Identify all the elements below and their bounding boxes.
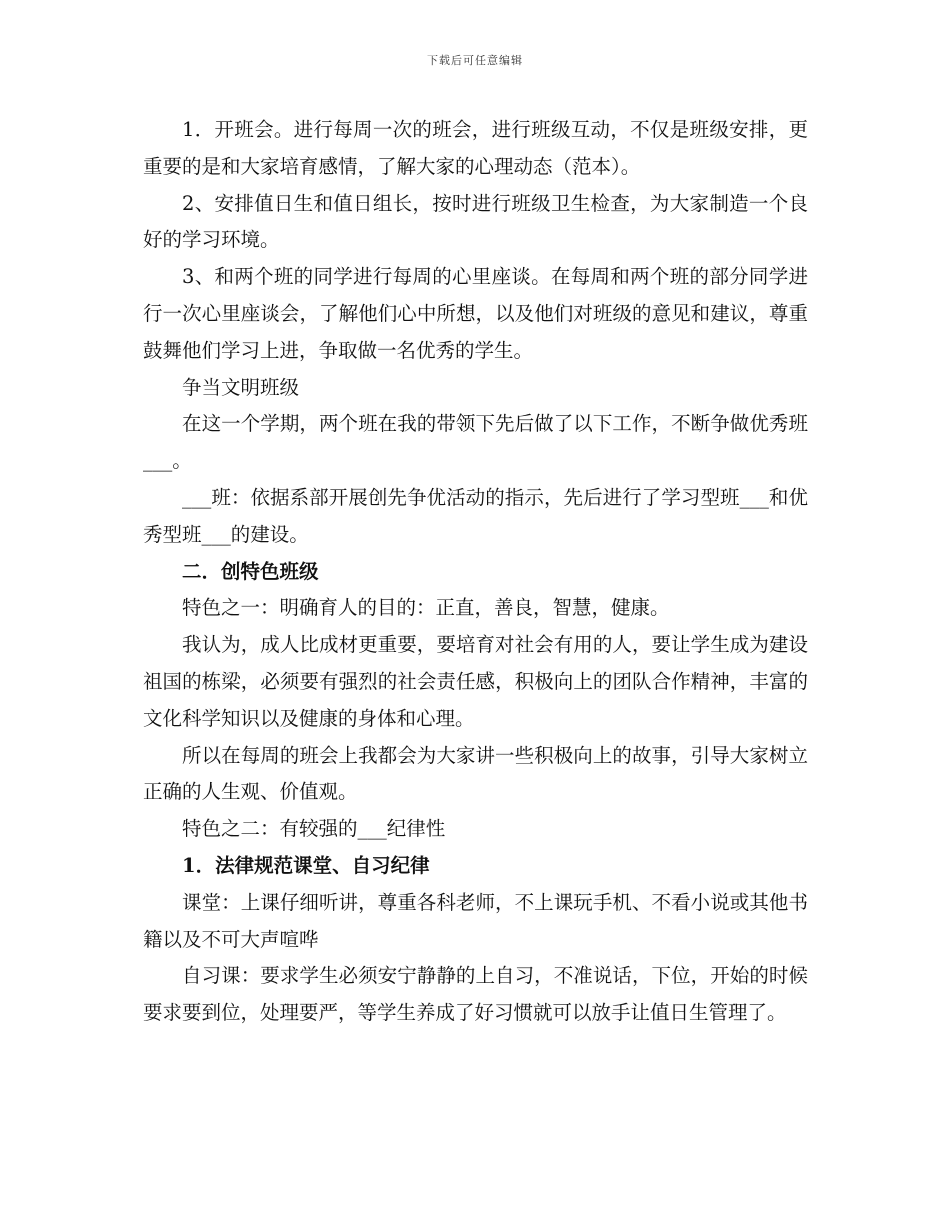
document-body bbox=[143, 112, 808, 1032]
subheading-discipline: 1．法律规范课堂、自习纪律 bbox=[182, 853, 430, 877]
paragraph-feature-one: 特色之一：明确育人的目的：正直，善良，智慧，健康。 bbox=[182, 596, 670, 620]
paragraph-classroom-rules: 课堂：上课仔细听讲，尊重各科老师，不上课玩手机、不看小说或其他书籍以及不可大声喧哗 bbox=[143, 890, 808, 951]
paragraph-class-stories: 所以在每周的班会上我都会为大家讲一些积极向上的故事，引导大家树立正确的人生观、价值观。 bbox=[143, 743, 808, 804]
paragraph-self-study-rules: 自习课：要求学生必须安宁静静的上自习，不准说话，下位，开始的时候要求要到位，处理要严，等学生养成了好习惯就可以放手让值日生管理了。 bbox=[143, 964, 808, 1025]
paragraph-heart-talk: 3、和两个班的同学进行每周的心里座谈。在每周和两个班的部分同学进行一次心里座谈会，了解他们心中所想，以及他们对班级的意见和建议，尊重鼓舞他们学习上进，争取做一名优秀的学生。 bbox=[143, 265, 808, 362]
paragraph-education-view: 我认为，成人比成材更重要，要培育对社会有用的人，要让学生成为建设祖国的栋梁，必须要有强烈的社会责任感，积极向上的团队合作精神，丰富的文化科学知识以及健康的身体和心理。 bbox=[143, 633, 808, 730]
section-heading-special-class: 二．创特色班级 bbox=[182, 559, 319, 583]
paragraph-feature-two: 特色之二：有较强的___纪律性 bbox=[182, 817, 446, 841]
paragraph-class-meeting: 1．开班会。进行每周一次的班会，进行班级互动，不仅是班级安排，更重要的是和大家培育感情，了解大家的心理动态（范本）。 bbox=[143, 118, 808, 178]
page-header: 下载后可任意编辑 bbox=[427, 54, 523, 67]
paragraph-duty-students: 2、安排值日生和值日组长，按时进行班级卫生检查，为大家制造一个良好的学习环境。 bbox=[143, 191, 808, 252]
paragraph-class-activities: ___班：依据系部开展创先争优活动的指示，先后进行了学习型班___和优秀型班___的建设。 bbox=[143, 485, 808, 546]
paragraph-civilized-class: 争当文明班级 bbox=[182, 375, 300, 399]
paragraph-this-semester: 在这一个学期，两个班在我的带领下先后做了以下工作，不断争做优秀班___。 bbox=[143, 412, 808, 473]
